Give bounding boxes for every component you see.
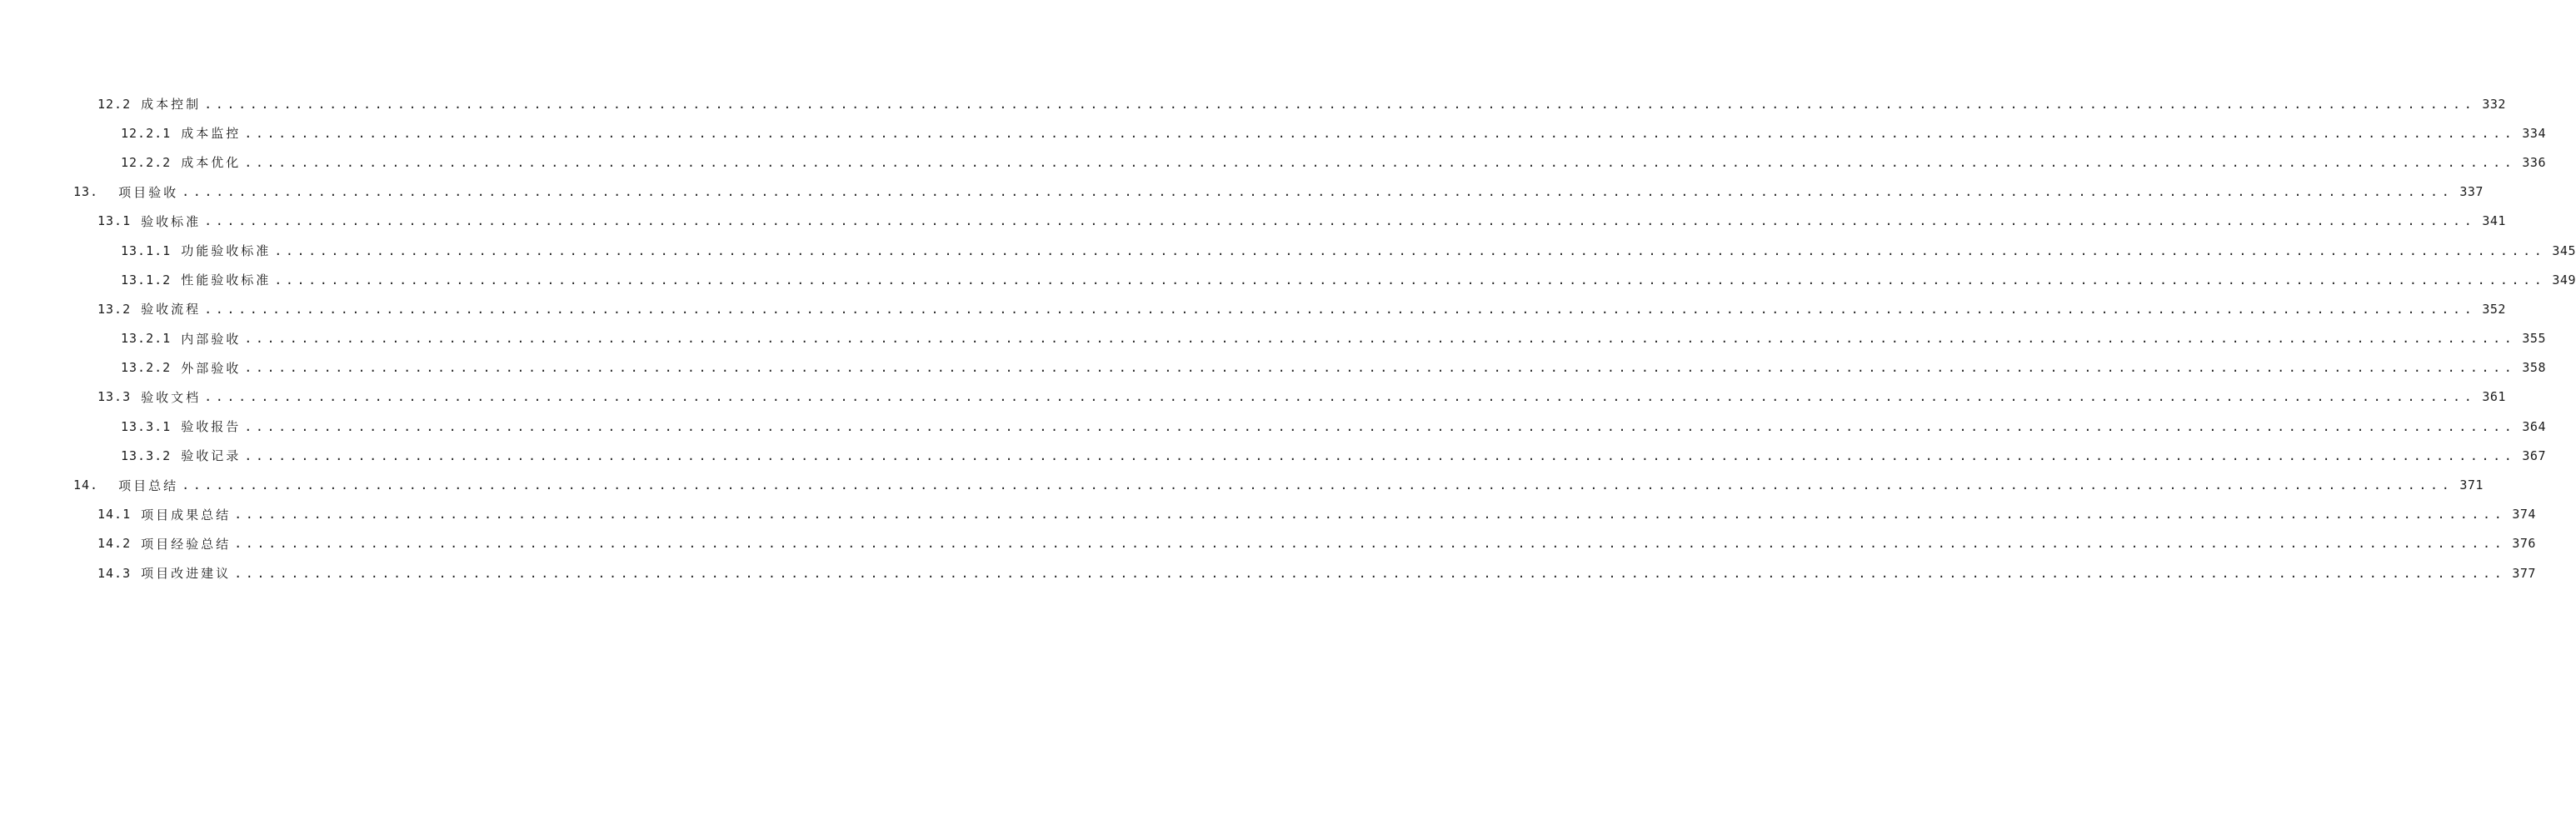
toc-leader-dots: ........................................................................................................................................................................................................ [204,213,2476,229]
toc-entry-title: 成本优化 [181,155,242,171]
toc-entry[interactable] [0,529,2536,558]
toc-entry-number: 13.3.1 [121,418,172,434]
toc-entry-title: 成本控制 [141,97,202,112]
toc-entry-number: 13.2.2 [121,360,172,376]
toc-entry-title: 验收报告 [181,419,242,435]
toc-leader-dots: ........................................................................................................................................................................................................ [234,565,2506,581]
toc-page-number: 371 [2459,478,2484,493]
toc-entry-title: 验收文档 [141,389,202,405]
toc-page-number: 352 [2482,301,2506,317]
toc-leader-dots: ........................................................................................................................................................................................................ [244,448,2516,463]
toc-leader-dots: ........................................................................................................................................................................................................ [204,301,2476,317]
toc-entry[interactable] [0,294,2506,323]
toc-entry[interactable] [0,178,2484,207]
toc-entry[interactable] [0,558,2536,588]
toc-leader-dots: ........................................................................................................................................................................................................ [234,536,2506,552]
toc-entry-title: 项目改进建议 [141,566,232,582]
toc-entry[interactable] [0,148,2546,177]
toc-leader-dots: ........................................................................................................................................................................................................ [204,389,2476,405]
toc-entry-number: 12.2.2 [121,154,172,170]
toc-entry-number: 13.1 [97,213,132,229]
toc-leader-dots: ........................................................................................................................................................................................................ [274,272,2546,288]
toc-entry[interactable] [0,382,2506,412]
toc-leader-dots: ........................................................................................................................................................................................................ [234,507,2506,522]
toc-entry[interactable] [0,89,2506,118]
toc-entry-title: 验收流程 [141,302,202,318]
toc-page-number: 341 [2482,213,2506,229]
toc-entry[interactable] [0,412,2546,441]
toc-page-number: 376 [2512,536,2536,552]
toc-entry-number: 12.2 [97,96,132,112]
toc-page-number: 332 [2482,96,2506,112]
toc-entry[interactable] [0,236,2576,265]
toc-entry-number: 13.3 [97,389,132,405]
toc-entry-title: 项目总结 [118,478,179,493]
toc-leader-dots: ........................................................................................................................................................................................................ [274,242,2546,258]
toc-entry-title: 验收标准 [141,213,202,229]
toc-leader-dots: ........................................................................................................................................................................................................ [182,478,2454,493]
toc-entry[interactable] [0,500,2536,529]
toc-leader-dots: ........................................................................................................................................................................................................ [244,154,2516,170]
toc-page-number: 336 [2522,154,2546,170]
toc-page-number: 349 [2552,272,2576,288]
toc-entry-title: 成本监控 [181,126,242,142]
toc-entry-number: 13. [73,184,99,200]
toc-entry-number: 13.2.1 [121,331,172,347]
toc-leader-dots: ........................................................................................................................................................................................................ [204,96,2476,112]
toc-entry[interactable] [0,118,2546,148]
toc-page-number: 355 [2522,331,2546,347]
toc-entry[interactable] [0,441,2546,470]
toc-entry[interactable] [0,353,2546,382]
toc-entry-number: 13.1.2 [121,272,172,288]
toc-leader-dots: ........................................................................................................................................................................................................ [244,360,2516,376]
toc-entry[interactable] [0,265,2576,294]
toc-entry-number: 12.2.1 [121,125,172,141]
toc-leader-dots: ........................................................................................................................................................................................................ [244,418,2516,434]
toc-page-number: 377 [2512,565,2536,581]
toc-entry-title: 项目成果总结 [141,507,232,522]
toc-entry-number: 14. [73,478,99,493]
toc-entry-number: 13.2 [97,301,132,317]
toc-entry[interactable] [0,207,2506,236]
toc-entry-title: 验收记录 [181,448,242,464]
toc-page-number: 367 [2522,448,2546,463]
toc-entry-title: 性能验收标准 [181,272,272,288]
toc-entry-title: 外部验收 [181,360,242,376]
toc-entry-number: 14.3 [97,565,132,581]
table-of-contents [0,89,2576,588]
toc-page-number: 374 [2512,507,2536,522]
toc-leader-dots: ........................................................................................................................................................................................................ [244,125,2516,141]
toc-page-number: 358 [2522,360,2546,376]
toc-page-number: 337 [2459,184,2484,200]
toc-entry-number: 13.1.1 [121,242,172,258]
toc-page-number: 361 [2482,389,2506,405]
toc-entry-title: 项目经验总结 [141,536,232,552]
toc-entry-number: 14.2 [97,536,132,552]
toc-page-number: 334 [2522,125,2546,141]
toc-entry-number: 13.3.2 [121,448,172,463]
toc-entry-number: 14.1 [97,507,132,522]
toc-entry-title: 内部验收 [181,331,242,347]
toc-page-number: 345 [2552,242,2576,258]
toc-leader-dots: ........................................................................................................................................................................................................ [182,184,2454,200]
toc-entry-title: 功能验收标准 [181,243,272,259]
toc-entry[interactable] [0,324,2546,353]
toc-leader-dots: ........................................................................................................................................................................................................ [244,331,2516,347]
toc-entry-title: 项目验收 [118,184,179,200]
toc-page-number: 364 [2522,418,2546,434]
toc-entry[interactable] [0,470,2484,499]
